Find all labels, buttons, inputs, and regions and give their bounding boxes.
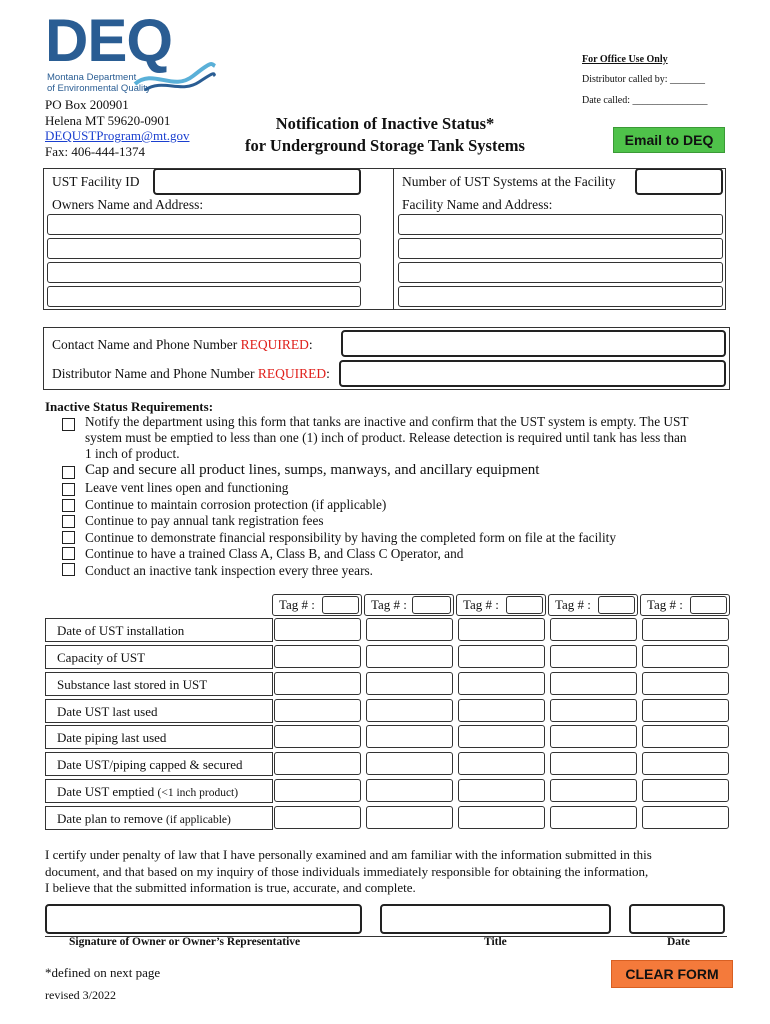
requirements-heading: Inactive Status Requirements: (45, 399, 214, 414)
po-box: PO Box 200901 (45, 97, 129, 112)
distributor-name-label (52, 366, 330, 382)
req-checkbox-5[interactable] (62, 515, 75, 528)
cell-r7-c4[interactable] (550, 779, 637, 802)
row-label-emptied (45, 779, 273, 803)
deq-logo (45, 7, 220, 96)
cell-r3-c2[interactable] (366, 672, 453, 695)
row-label-text: Date UST/piping capped & secured (57, 757, 243, 772)
facility-address-line2[interactable] (398, 238, 723, 259)
cell-r3-c1[interactable] (274, 672, 361, 695)
req-checkbox-6[interactable] (62, 531, 75, 544)
cell-r6-c4[interactable] (550, 752, 637, 775)
req-item-6: Continue to demonstrate financial responsibility by having the completed form on file at the facility (85, 530, 616, 545)
row-label-note: (if applicable) (166, 814, 231, 826)
facility-address-line3[interactable] (398, 262, 723, 283)
office-distributor: Distributor called by: _______ (582, 74, 706, 85)
cell-r3-c3[interactable] (458, 672, 545, 695)
distributor-label-text: Distributor Name and Phone Number (52, 366, 258, 381)
row-label-text: Date UST emptied (57, 784, 158, 799)
tag-label-4: Tag # : (555, 597, 591, 612)
defined-note: *defined on next page (45, 965, 161, 980)
req-checkbox-1[interactable] (62, 418, 75, 431)
cell-r1-c2[interactable] (366, 618, 453, 641)
cell-r6-c2[interactable] (366, 752, 453, 775)
req-item-3: Leave vent lines open and functioning (85, 480, 289, 495)
cell-r4-c4[interactable] (550, 699, 637, 722)
row-label-last-used (45, 699, 273, 723)
email-link[interactable]: DEQUSTProgram@mt.gov (45, 128, 190, 143)
row-label-install (45, 618, 273, 642)
cell-r2-c4[interactable] (550, 645, 637, 668)
tag-label-2: Tag # : (371, 597, 407, 612)
logo-sub1: Montana Department (47, 72, 137, 83)
cell-r1-c5[interactable] (642, 618, 729, 641)
cell-r7-c3[interactable] (458, 779, 545, 802)
row-label-note: (<1 inch product) (157, 787, 239, 799)
cell-r2-c3[interactable] (458, 645, 545, 668)
tag-input-1[interactable] (322, 596, 359, 614)
certify-text (45, 847, 652, 897)
req-checkbox-2[interactable] (62, 466, 75, 479)
cell-r1-c4[interactable] (550, 618, 637, 641)
clear-form-button[interactable]: CLEAR FORM (611, 960, 733, 988)
contact-colon: : (308, 337, 313, 352)
owners-address-line2[interactable] (47, 238, 361, 259)
cell-r6-c3[interactable] (458, 752, 545, 775)
cell-r6-c1[interactable] (274, 752, 361, 775)
title-input[interactable] (380, 904, 611, 934)
facility-divider (393, 168, 394, 310)
title-line2: for Underground Storage Tank Systems (245, 136, 525, 155)
fax: Fax: 406-444-1374 (45, 143, 146, 159)
cell-r6-c5[interactable] (642, 752, 729, 775)
owners-address-line4[interactable] (47, 286, 361, 307)
req-item1-line3: 1 inch of product. (85, 446, 180, 461)
req-item-8: Conduct an inactive tank inspection every three years. (85, 563, 373, 578)
tag-input-3[interactable] (506, 596, 543, 614)
contact-name-label (52, 337, 313, 353)
cell-r2-c1[interactable] (274, 645, 361, 668)
cell-r3-c5[interactable] (642, 672, 729, 695)
row-label-substance (45, 672, 273, 696)
row-label-remove (45, 806, 273, 830)
page-title (220, 113, 550, 157)
tag-input-5[interactable] (690, 596, 727, 614)
facility-address-line4[interactable] (398, 286, 723, 307)
tag-input-4[interactable] (598, 596, 635, 614)
contact-label-text: Contact Name and Phone Number (52, 337, 241, 352)
title-line1: Notification of Inactive Status* (275, 114, 495, 133)
row-label-text: Date of UST installation (57, 623, 185, 638)
tag-header-3 (456, 594, 546, 616)
req-checkbox-8[interactable] (62, 563, 75, 576)
cell-r4-c2[interactable] (366, 699, 453, 722)
tag-input-2[interactable] (412, 596, 451, 614)
contact-name-input[interactable] (341, 330, 726, 357)
cell-r7-c2[interactable] (366, 779, 453, 802)
tag-header-2 (364, 594, 454, 616)
cell-r5-c4[interactable] (550, 725, 637, 748)
req-item-4: Continue to maintain corrosion protection (if applicable) (85, 497, 387, 512)
tag-label-3: Tag # : (463, 597, 499, 612)
tag-label-1: Tag # : (279, 597, 315, 612)
title-label: Title (484, 936, 507, 948)
certify-line2: document, and that based on my inquiry of those individuals immediately responsible for obtaining the information, (45, 863, 649, 879)
cell-r8-c3[interactable] (458, 806, 545, 829)
cell-r7-c1[interactable] (274, 779, 361, 802)
cell-r8-c4[interactable] (550, 806, 637, 829)
req-checkbox-4[interactable] (62, 499, 75, 512)
req-item1-line2: system must be emptied to less than one (1) inch of product. Release detection is required until tank has less than (85, 430, 687, 445)
cell-r8-c1[interactable] (274, 806, 361, 829)
cell-r8-c2[interactable] (366, 806, 453, 829)
cell-r1-c1[interactable] (274, 618, 361, 641)
row-label-piping-used (45, 725, 273, 749)
row-label-text: Date plan to remove (57, 811, 167, 826)
tag-header-1 (272, 594, 362, 616)
req-item-5: Continue to pay annual tank registration fees (85, 513, 324, 528)
facility-address-line1[interactable] (398, 214, 723, 235)
tag-label-5: Tag # : (647, 597, 683, 612)
facility-name-label: Facility Name and Address: (402, 197, 553, 212)
tag-header-5 (640, 594, 730, 616)
distributor-colon: : (326, 366, 330, 381)
row-label-text: Date piping last used (57, 730, 167, 745)
owners-address-line1[interactable] (47, 214, 361, 235)
logo-sub2: of Environmental Quality (47, 83, 151, 94)
row-label-capped (45, 752, 273, 776)
distributor-required: REQUIRED (257, 366, 327, 381)
owners-address-line3[interactable] (47, 262, 361, 283)
row-label-text: Capacity of UST (57, 650, 146, 665)
row-label-capacity (45, 645, 273, 669)
date-label: Date (667, 936, 690, 948)
cell-r5-c5[interactable] (642, 725, 729, 748)
row-label-text: Date UST last used (57, 704, 158, 719)
cell-r5-c2[interactable] (366, 725, 453, 748)
row-label-text: Substance last stored in UST (57, 677, 208, 692)
cell-r1-c3[interactable] (458, 618, 545, 641)
req-item1-line1: Notify the department using this form that tanks are inactive and confirm that the UST system is empty. The UST (85, 414, 689, 429)
cell-r5-c3[interactable] (458, 725, 545, 748)
cell-r3-c4[interactable] (550, 672, 637, 695)
cell-r4-c1[interactable] (274, 699, 361, 722)
req-checkbox-3[interactable] (62, 483, 75, 496)
signature-label: Signature of Owner or Owner’s Representative (69, 936, 301, 948)
email-to-deq-button[interactable]: Email to DEQ (613, 127, 725, 153)
cell-r2-c5[interactable] (642, 645, 729, 668)
contact-block (45, 97, 190, 159)
owners-label: Owners Name and Address: (52, 197, 204, 212)
office-date: Date called: _______________ (582, 95, 708, 106)
distributor-name-input[interactable] (339, 360, 726, 387)
req-checkbox-7[interactable] (62, 547, 75, 560)
req-item-2: Cap and secure all product lines, sumps, manways, and ancillary equipment (85, 462, 540, 478)
num-systems-label: Number of UST Systems at the Facility (402, 174, 616, 189)
signature-input[interactable] (45, 904, 362, 934)
certify-line3: I believe that the submitted information is true, accurate, and complete. (45, 880, 416, 895)
city: Helena MT 59620-0901 (45, 112, 171, 128)
ust-facility-id-label: UST Facility ID (52, 174, 140, 189)
logo-text: DEQ (45, 7, 173, 74)
cell-r5-c1[interactable] (274, 725, 361, 748)
revised-note: revised 3/2022 (45, 988, 116, 1002)
certify-line1: I certify under penalty of law that I have personally examined and am familiar with the information submitted in this (45, 847, 652, 862)
office-use-title: For Office Use Only (582, 54, 668, 65)
cell-r4-c5[interactable] (642, 699, 729, 722)
tag-header-4 (548, 594, 638, 616)
contact-required: REQUIRED (240, 337, 309, 352)
cell-r2-c2[interactable] (366, 645, 453, 668)
cell-r7-c5[interactable] (642, 779, 729, 802)
cell-r4-c3[interactable] (458, 699, 545, 722)
date-input[interactable] (629, 904, 725, 934)
cell-r8-c5[interactable] (642, 806, 729, 829)
req-item-7: Continue to have a trained Class A, Class B, and Class C Operator, and (85, 546, 464, 561)
